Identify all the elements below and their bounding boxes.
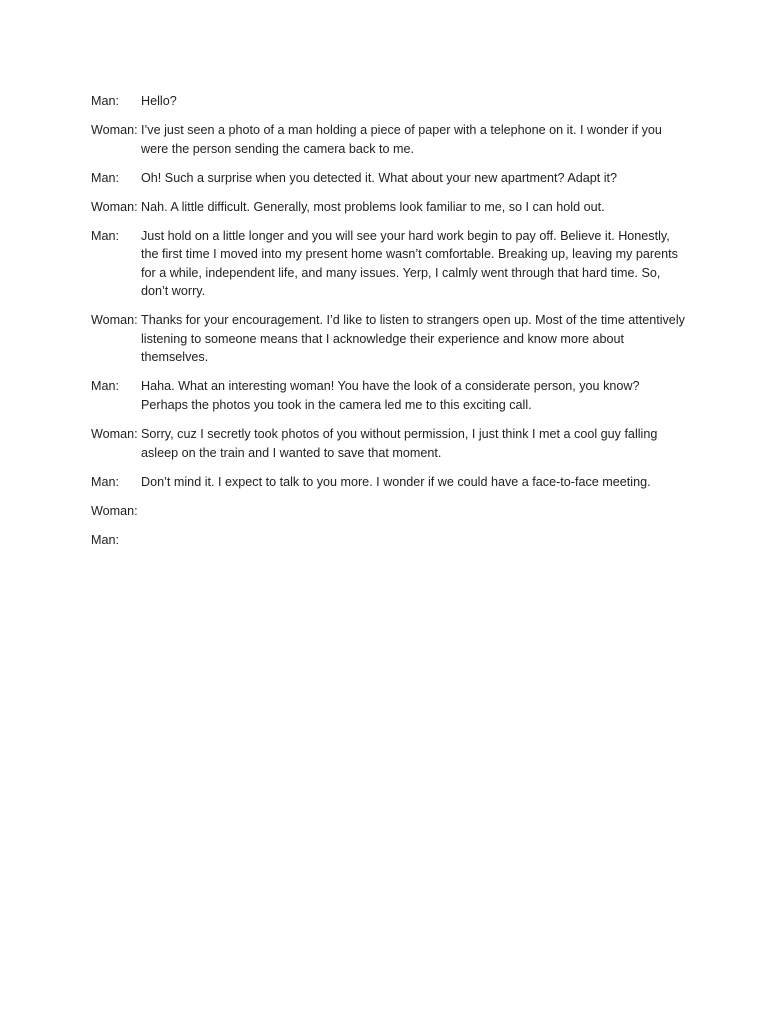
speech-text: I’ve just seen a photo of a man holding a piece of paper with a telephone on it. I wonder if you were the person sending the camera back to me. (141, 122, 662, 156)
speaker-label: Man: (91, 228, 119, 243)
speech-text: Don’t mind it. I expect to talk to you more. I wonder if we could have a face-to-face meeting. (141, 474, 651, 489)
speaker-label: Woman: (91, 503, 138, 518)
dialogue-line (91, 169, 687, 188)
speaker-label: Man: (91, 170, 119, 185)
speaker-label: Man: (91, 532, 119, 547)
speaker-label: Woman: (91, 427, 138, 442)
dialogue-line (91, 502, 687, 521)
speech-text (141, 502, 687, 521)
speaker-label: Woman: (91, 313, 138, 328)
speech-text: Oh! Such a surprise when you detected it. What about your new apartment? Adapt it? (141, 170, 618, 185)
speech-text: Nah. A little difficult. Generally, most problems look familiar to me, so I can hold out. (141, 199, 605, 214)
dialogue-line (91, 227, 687, 301)
dialogue-line (91, 377, 687, 414)
speech-text: Hello? (141, 94, 177, 108)
speech-text: Haha. What an interesting woman! You have the look of a considerate person, you know? Perhaps the photos you took in the camera led me to this exciting call. (141, 379, 640, 413)
dialogue-line (91, 198, 687, 217)
speech-text: Just hold on a little longer and you will see your hard work begin to pay off. Believe it. Honestly, the first time I moved into my present home wasn’t comfortable. Breaking up, leaving my parents for a while, independent life, and many issues. Yerp, I calmly went through that hard time. So, don’t worry. (141, 228, 678, 299)
dialogue-script (91, 92, 687, 560)
dialogue-line (91, 531, 687, 550)
speaker-label: Woman: (91, 122, 138, 137)
speech-text (141, 531, 687, 550)
speaker-label: Man: (91, 474, 119, 489)
dialogue-line (91, 425, 687, 462)
speaker-label: Woman: (91, 199, 138, 214)
speaker-label: Man: (91, 379, 119, 394)
dialogue-line (91, 473, 687, 492)
speech-text: Sorry, cuz I secretly took photos of you without permission, I just think I met a cool guy falling asleep on the train and I wanted to save that moment. (141, 427, 658, 460)
dialogue-line (91, 92, 687, 111)
dialogue-line (91, 121, 687, 158)
dialogue-line (91, 311, 687, 367)
speech-text: Thanks for your encouragement. I’d like to listen to strangers open up. Most of the time attentively listening to someone means that I acknowledge their experience and know more about themselves. (141, 313, 685, 365)
speaker-label: Man: (91, 94, 119, 108)
